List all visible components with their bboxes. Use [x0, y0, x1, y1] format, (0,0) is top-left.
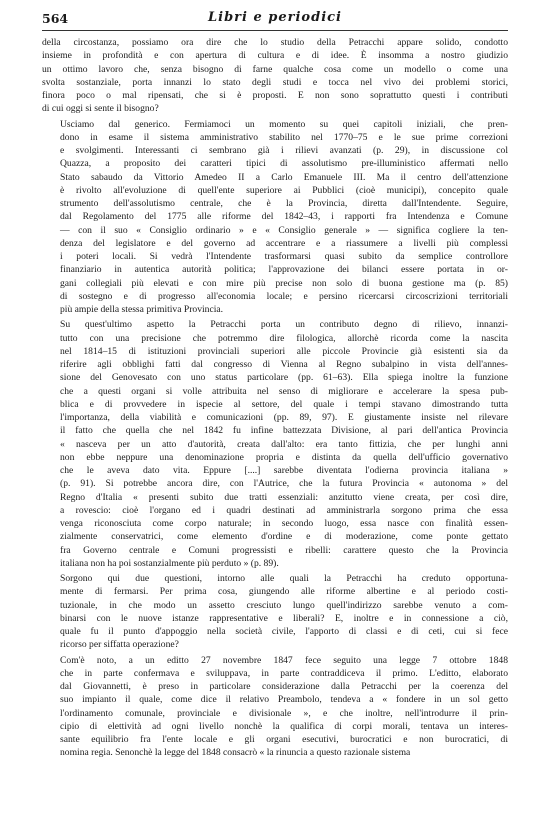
text-line: finanziario in autentica autorità politica; l'approvazione dei bilanci essere portata in or-	[60, 264, 508, 276]
text-line: zialmente conservatrici, come elemento d'ordine e di moderazione, come ponte gettato	[60, 531, 508, 543]
text-line: Su quest'ultimo aspetto la Petracchi porta un contributo degno di rilievo, innanzi-	[60, 319, 508, 331]
text-line: binarsi con le nuove istanze rappresentative e liberali? E, inoltre e in connessione a ciò,	[60, 612, 508, 624]
text-line: cipio di elettività ad ogni livello nonchè la qualifica di corpi morali, tentava un interes-	[60, 720, 508, 732]
text-line: che le aveva dato vita. Eppure [....] sarebbe diventata l'odierna provincia italiana »	[60, 465, 508, 476]
text-line: è rivolto all'evoluzione di quell'ente superiore ai Pubblici (cioè municipi), concepito quale	[60, 184, 508, 196]
running-title: Libri e periodici	[208, 10, 342, 25]
text-line: finora poco o mal ripensati, che si è proposti. E non sono soprattutto questi i contributi	[42, 90, 508, 101]
text-line: dono in esame il sistema amministrativo stabilito nel 1770–75 e le sue prime correzioni	[60, 131, 508, 143]
text-line: Sorgono qui due questioni, intorno alle quali la Petracchi ha creduto opportuna-	[60, 573, 508, 584]
text-line: tuzionale, in che modo un assetto cresciuto lungo quell'indirizzo sarebbe venuto a com-	[60, 599, 508, 611]
text-line: Regno d'Italia « presenti subito due tratti essenziali: anzitutto viene creata, per così dire,	[60, 491, 508, 503]
paragraph	[42, 654, 508, 760]
text-line: quale fu il punto d'appoggio nella società civile, l'apporto di classi e di ceti, cui si fece	[60, 626, 508, 637]
page-number: 564	[42, 11, 69, 26]
text-line: mente di fermarsi. Per prima cosa, giungendo alle riforme albertine e al periodo costi-	[60, 586, 508, 598]
text-line: di cui oggi si sente il bisogno?	[42, 103, 159, 115]
text-line: italiana non ha poi sostanzialmente più perduto » (p. 89).	[60, 557, 279, 569]
text-line: — con il suo « Consiglio ordinario » e « Consiglio generale » — significa cogliere la ten-	[60, 224, 508, 236]
text-line: fra Governo centrale e Comuni progressisti e ribelli: carattere questo che la Provincia	[60, 544, 508, 556]
text-line: « nasceva per un atto d'autorità, creata dall'alto: era tanto fittizia, che per lunghi anni	[60, 438, 508, 450]
text-line: Usciamo dal generico. Fermiamoci un momento su quei capitoli iniziali, che pren-	[60, 118, 508, 130]
text-line: dal Giovannetti, è preso in particolare considerazione dalla Petracchi per la coerenza del	[60, 681, 508, 692]
text-line: che in parte confermava e sviluppava, in parte contraddiceva il primo. L'editto, elaborato	[60, 667, 508, 679]
text-line: un ottimo lavoro che, senza bisogno di farne qualche cosa come un modello o come una	[42, 63, 508, 75]
text-line: gani collegiali più elevati e con mire più precise non solo di buona gestione ma (p. 85)	[60, 277, 508, 289]
text-line: sione del Genovesato con uno status particolare (pp. 61–63). Ella spiega inoltre la funzione	[60, 372, 508, 384]
text-line: venga riconosciuta come corpo naturale; in secondo luogo, essa nasce con finalità essen-	[60, 518, 508, 529]
text-line: (p. 91). Si potrebbe ancora dire, con l'Autrice, che la futura Provincia « autonoma » del	[60, 478, 508, 490]
paragraph	[42, 318, 508, 570]
text-line: svolta sostanziale, porta innanzi lo stato degli studi e tocca nel vivo dei problemi storici,	[42, 76, 508, 88]
text-line: i poteri locali. Si vedrà l'Intendente trasformarsi quasi subito da semplice controllore	[60, 251, 508, 262]
text-line: a rovescio: cioè l'organo ed i quadri destinati ad amministrarla sorgono prima che essa	[60, 504, 508, 516]
text-line: l'importanza, della viabilità e comunicazioni (pp. 89, 97). E giustamente insiste nel rilevare	[60, 412, 508, 423]
text-line: non ebbe neppure una denominazione propria e distinta da quella dell'ufficio governativo	[60, 451, 508, 463]
paragraph	[42, 572, 508, 652]
text-line: dal Regolamento del 1775 alle riforme del 1842–43, i rapporti fra Intendenza e Comune	[60, 211, 508, 223]
text-line: che a questi organi si volle attribuita nel senso di migliorare e accelerare la spesa pub-	[60, 385, 508, 397]
text-line: di sostegno e di progresso all'economia locale; e persino ricercarsi circoscrizioni territoriali	[60, 290, 508, 302]
text-line: Quazza, a proposito dei caratteri tipici di assolutismo pre-illuministico affermati nello	[60, 158, 508, 170]
text-line: strumento dell'assolutismo centrale, che è la Provincia, diretta dall'Intendente. Seguire,	[60, 198, 508, 209]
text-line: suo impianto il quale, come dice il relativo Preambolo, tendeva a « fondere in un sol getto	[60, 694, 508, 706]
text-line: Stato sabaudo da Vittorio Amedeo II a Carlo Emanuele III. Ma il centro dell'attenzione	[60, 171, 508, 183]
text-line: il fatto che quella che nel 1842 fu infine battezzata Divisione, al pari dell'antica Provincia	[60, 425, 508, 437]
paragraph	[42, 36, 508, 116]
text-line: ricorso per siffatta operazione?	[60, 639, 179, 651]
text-line: della circostanza, possiamo ora dire che lo studio della Petracchi appare solido, condotto	[42, 37, 508, 48]
page-header	[42, 8, 508, 31]
article-body	[42, 36, 508, 760]
text-line: tutto con una precisione che potremmo dire filologica, allorchè ricorda come la nascita	[60, 332, 508, 344]
text-line: riferire agli obblighi fatti dal congresso di Vienna al Regno subalpino in vista dell'annes-	[60, 359, 508, 370]
text-line: sante equilibrio fra l'ente locale e gli organi esecutivi, burocratici e non burocratici, di	[60, 734, 508, 745]
text-line: più ampie della stessa primitiva Provincia.	[60, 304, 224, 315]
text-line: nomina regia. Senonchè la legge del 1848 consacrò « la rinuncia a questo razionale sistema	[60, 747, 411, 759]
text-line: blica e di provvedere in ispecie al settore, del quale i tempi stavano dimostrando tutta	[60, 398, 508, 410]
text-line: nel 1814–15 di istituzioni provinciali superiori alle piccole Provincie già esistenti sia da	[60, 345, 508, 357]
text-line: l'ordinamento comunale, provinciale e divisionale », e che inoltre, nell'introdurre il prin-	[60, 707, 508, 719]
paragraph	[42, 118, 508, 317]
text-line: denza del legislatore e del governo ad accentrare e a riassumere a livelli più complessi	[60, 237, 508, 249]
text-line: e svolgimenti. Interessanti ci sembrano già i rilievi avanzati (p. 29), in discussione col	[60, 145, 508, 156]
text-line: Com'è noto, a un editto 27 novembre 1847 fece seguito una legge 7 ottobre 1848	[60, 654, 508, 666]
text-line: insieme in profondità e con apertura di cultura e di idee. È insomma a nostro giudizio	[42, 50, 508, 62]
